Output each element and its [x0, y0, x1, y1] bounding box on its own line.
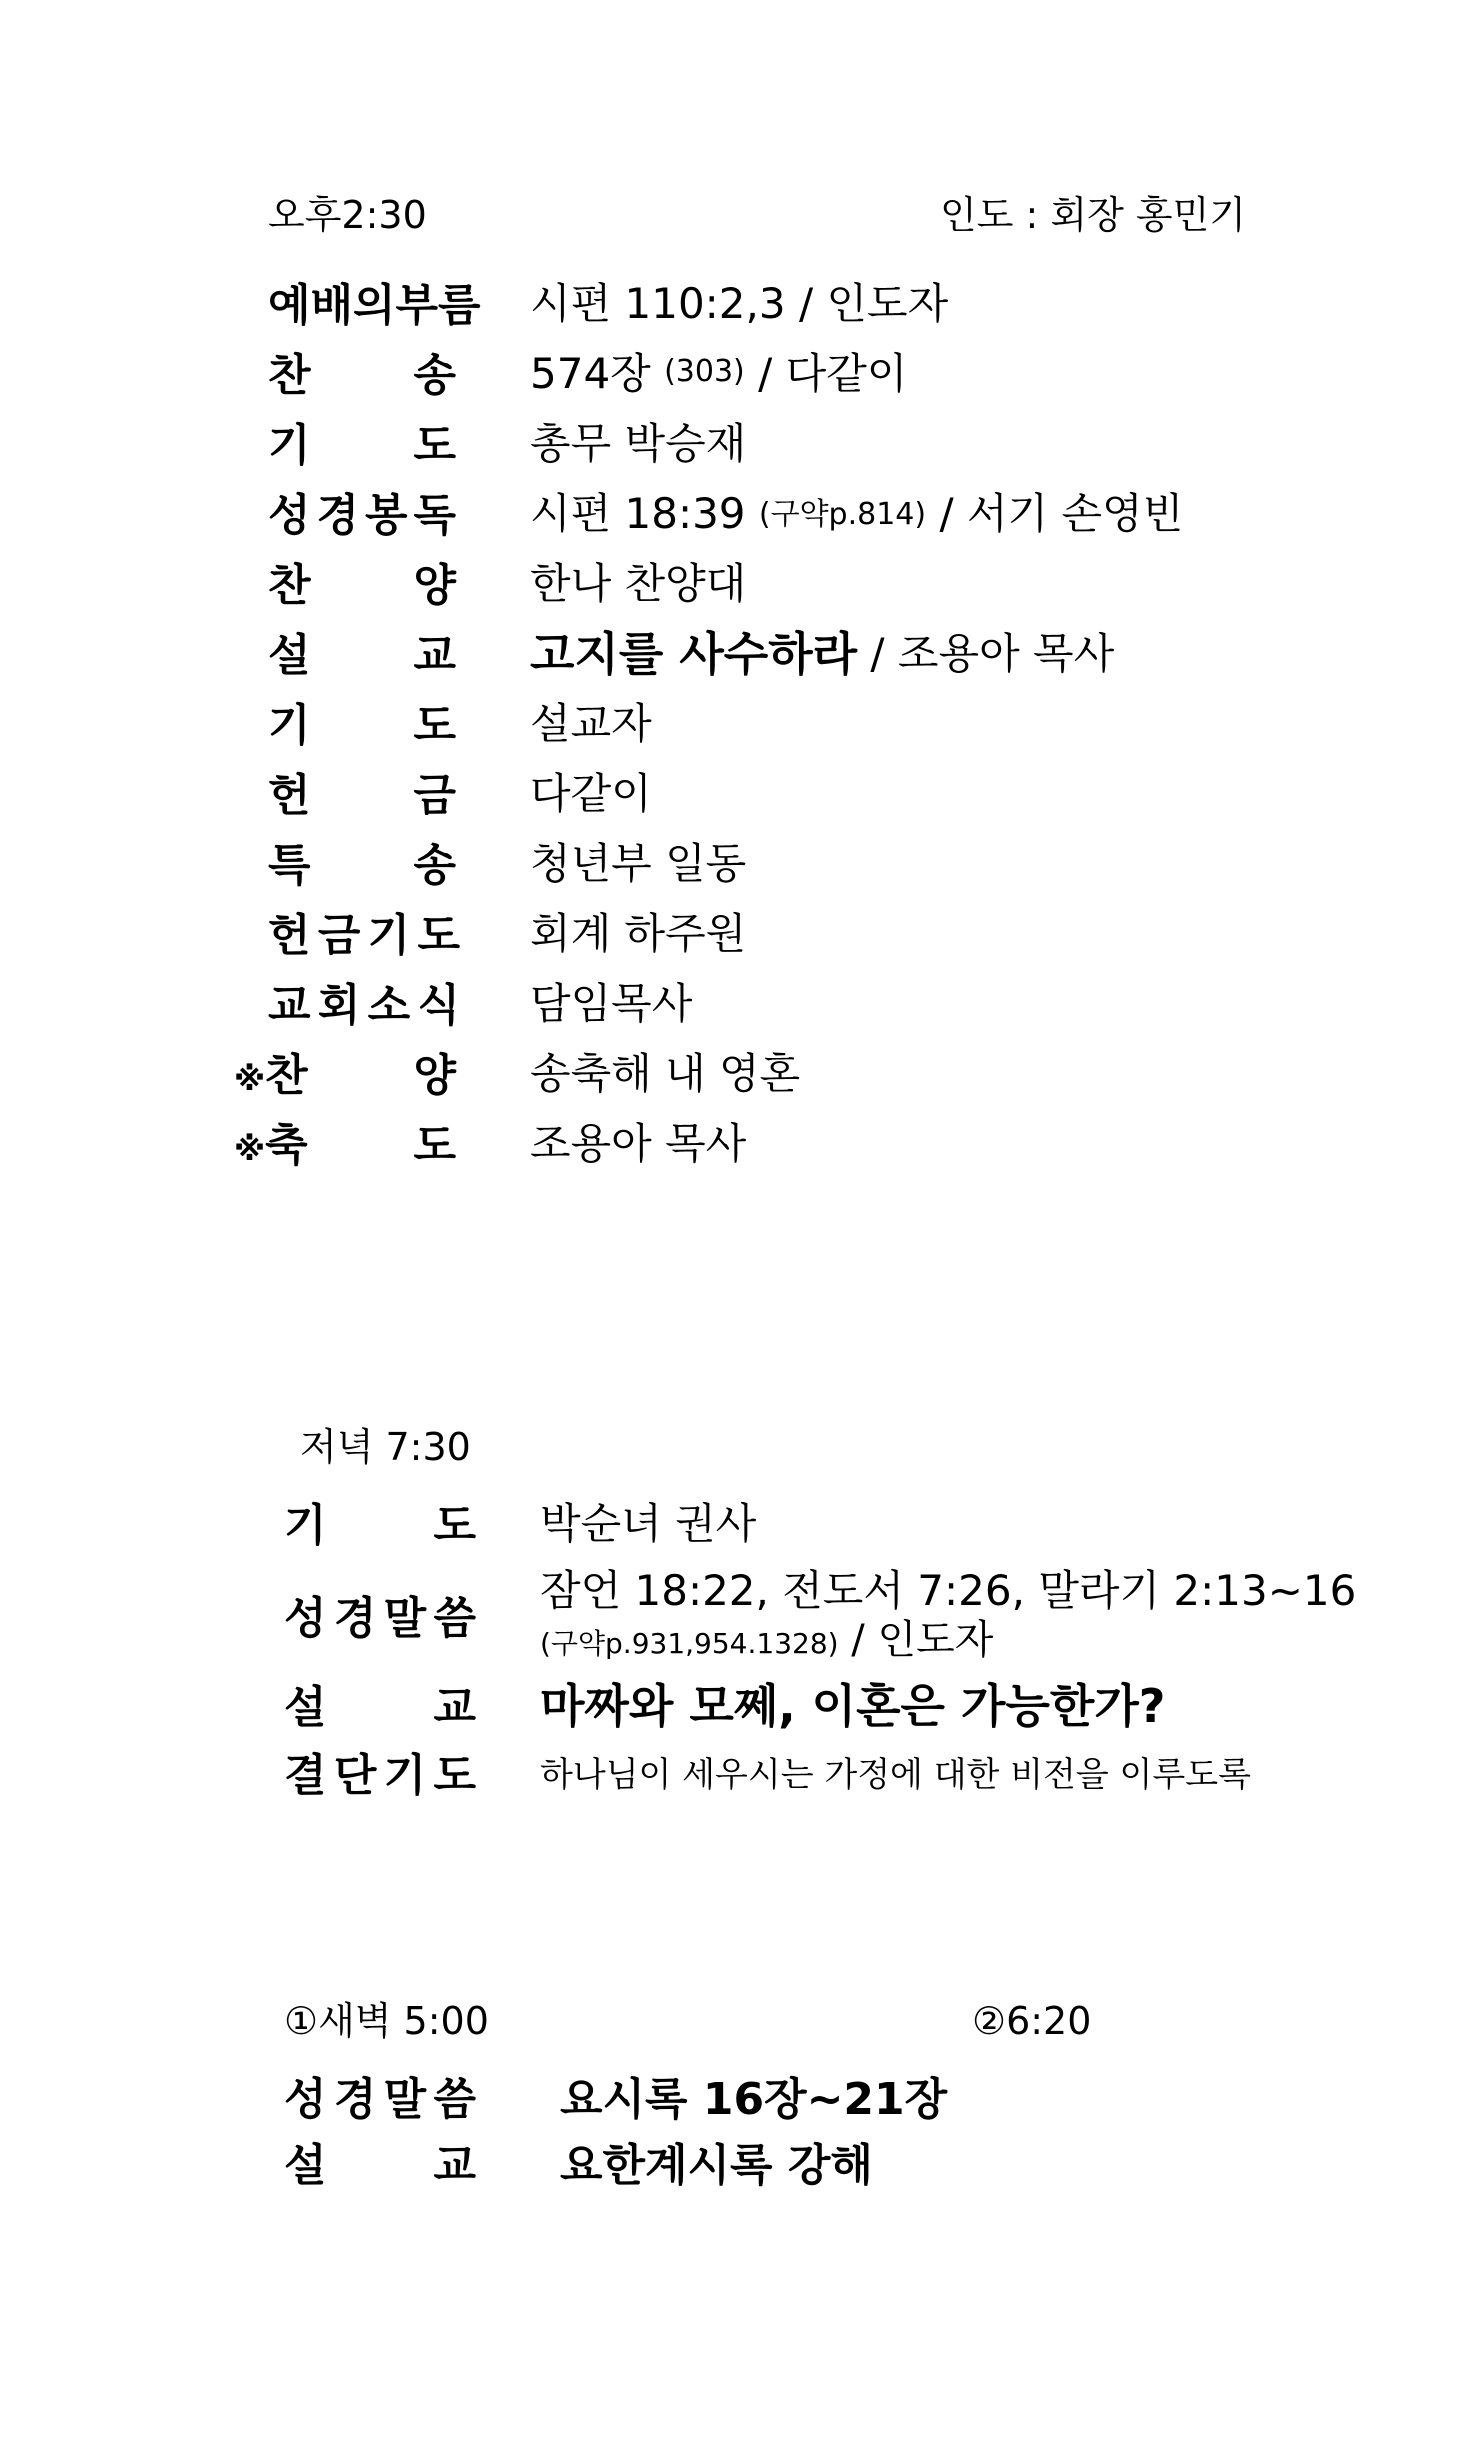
evening-time: 저녁 7:30: [300, 1425, 471, 1469]
order-row: [0, 408, 1476, 474]
label-char: 성: [284, 1593, 327, 1644]
order-row: [0, 1738, 1476, 1804]
order-row: [0, 898, 1476, 964]
label-char: 송: [413, 840, 456, 891]
label-char: 경: [316, 490, 359, 541]
order-row: [0, 1670, 1476, 1736]
label-char: 특: [268, 840, 311, 891]
standing-mark: ※: [234, 1130, 266, 1168]
label-char: 성: [268, 490, 311, 541]
order-performer: / 서기 손영빈: [926, 489, 1184, 538]
label-char: 경: [333, 2074, 377, 2125]
afternoon-leader: 인도 : 회장 홍민기: [940, 193, 1246, 237]
label-char: 설: [284, 1682, 327, 1733]
order-row: [0, 1108, 1476, 1174]
label-char: 도: [417, 910, 460, 961]
label-char: 씀: [433, 1593, 476, 1644]
label-char: 회: [317, 980, 361, 1031]
order-row: [0, 688, 1476, 754]
order-value: 총무 박승재: [530, 419, 747, 468]
order-label: [234, 1038, 456, 1104]
order-row: [0, 548, 1476, 614]
label-char: 단: [333, 1750, 377, 1801]
label-char: 말: [383, 1593, 427, 1644]
sermon-title: 고지를 사수하라: [530, 627, 858, 681]
order-label: [268, 338, 456, 404]
label-char: 헌: [268, 770, 311, 821]
order-label: [268, 758, 456, 824]
order-value: 하나님이 세우시는 가정에 대한 비전을 이루도록: [540, 1754, 1251, 1795]
label-char: 도: [433, 1750, 476, 1801]
order-row: [0, 1038, 1476, 1104]
label-char: 찬: [265, 1050, 308, 1101]
order-row: [0, 1488, 1476, 1554]
scripture-line2: [540, 1616, 1356, 1672]
scripture-page: (구약p.814): [758, 497, 927, 532]
order-label: [268, 408, 456, 474]
scripture-refs: 잠언 18:22, 전도서 7:26, 말라기 2:13~16: [540, 1566, 1357, 1615]
sermon-title: 마짜와 모쩨, 이혼은 가능한가?: [540, 1679, 1166, 1733]
order-value: 다같이: [530, 769, 652, 818]
order-label: [268, 478, 456, 544]
dawn-time-first: ①새벽 5:00: [284, 1999, 489, 2043]
order-label: [284, 2128, 476, 2194]
label-char: 기: [284, 1500, 327, 1551]
label-char: 경: [333, 1593, 377, 1644]
order-value: 조용아 목사: [530, 1119, 747, 1168]
order-value: 회계 하주원: [530, 909, 747, 958]
label-with-mark: [234, 1039, 308, 1103]
label-char: 찬: [268, 350, 311, 401]
label-char: 결: [284, 1750, 327, 1801]
label-char: 예배의부름: [268, 280, 481, 331]
label-char: 송: [413, 350, 456, 401]
label-char: 설: [268, 630, 311, 681]
label-char: 식: [417, 980, 460, 1031]
label-char: 양: [413, 1050, 456, 1101]
order-performer: / 인도자: [838, 1617, 994, 1663]
order-label: [268, 688, 456, 754]
order-label: [268, 268, 481, 334]
label-with-mark: [234, 1109, 308, 1173]
label-char: 교: [433, 1682, 476, 1733]
label-char: 말: [383, 2074, 427, 2125]
label-char: 헌: [268, 910, 311, 961]
order-label: [268, 898, 460, 964]
order-label: [268, 618, 456, 684]
order-value: 설교자: [530, 699, 652, 748]
label-char: 금: [413, 770, 456, 821]
order-performer: / 다같이: [744, 349, 908, 398]
order-row: [0, 758, 1476, 824]
order-performer: / 조용아 목사: [857, 629, 1115, 678]
label-char: 씀: [433, 2074, 476, 2125]
label-char: 도: [413, 700, 456, 751]
order-row: [0, 2062, 1476, 2128]
label-char: 교: [433, 2140, 476, 2191]
order-value: 시편 110:2,3 / 인도자: [530, 279, 949, 328]
order-value: [540, 1566, 1356, 1672]
order-row: [0, 1566, 1476, 1662]
order-label: [284, 1670, 476, 1736]
order-row: [0, 968, 1476, 1034]
order-label: [268, 828, 456, 894]
order-value: 한나 찬양대: [530, 559, 747, 608]
order-label: [284, 2062, 476, 2128]
order-value: 청년부 일동: [530, 839, 747, 888]
afternoon-time: 오후2:30: [268, 193, 427, 237]
order-value: 요한계시록 강해: [560, 2140, 873, 2191]
label-char: 기: [268, 420, 311, 471]
label-char: 축: [265, 1120, 308, 1171]
label-char: 금: [317, 910, 361, 961]
label-char: 소: [367, 980, 411, 1031]
scripture-pages: (구약p.931,954.1328): [540, 1627, 839, 1660]
order-label: [234, 1108, 456, 1174]
order-label: [268, 548, 456, 614]
hymn-number: 574장: [530, 349, 665, 398]
order-row: [0, 478, 1476, 544]
order-value: 송축해 내 영혼: [530, 1049, 801, 1098]
label-char: 독: [413, 490, 456, 541]
order-value: 박순녀 권사: [540, 1499, 757, 1548]
order-row: [0, 338, 1476, 404]
order-label: [284, 1738, 476, 1804]
order-value: 요시록 16장~21장: [560, 2074, 948, 2125]
order-value: [530, 478, 1183, 544]
scripture-ref: 시편 18:39: [530, 489, 759, 538]
label-char: 도: [413, 1120, 456, 1171]
hymn-old-number: (303): [664, 353, 745, 389]
order-label: [284, 1566, 476, 1662]
order-value: [530, 618, 1114, 684]
label-char: 기: [383, 1750, 427, 1801]
label-char: 기: [367, 910, 411, 961]
label-char: 기: [268, 700, 311, 751]
order-row: [0, 828, 1476, 894]
dawn-time-second: ②6:20: [972, 1999, 1092, 2043]
standing-mark: ※: [234, 1060, 266, 1098]
label-char: 양: [413, 560, 456, 611]
order-value: 담임목사: [530, 979, 693, 1028]
label-char: 찬: [268, 560, 311, 611]
order-label: [268, 968, 460, 1034]
label-char: 교: [268, 980, 311, 1031]
order-row: [0, 268, 1476, 334]
order-value: [530, 338, 907, 404]
label-char: 교: [413, 630, 456, 681]
order-row: [0, 618, 1476, 684]
label-char: 성: [284, 2074, 327, 2125]
label-char: 봉: [364, 490, 408, 541]
order-row: [0, 2128, 1476, 2194]
label-char: 도: [433, 1500, 476, 1551]
label-char: 설: [284, 2140, 327, 2191]
label-char: 도: [413, 420, 456, 471]
order-label: [284, 1488, 476, 1554]
